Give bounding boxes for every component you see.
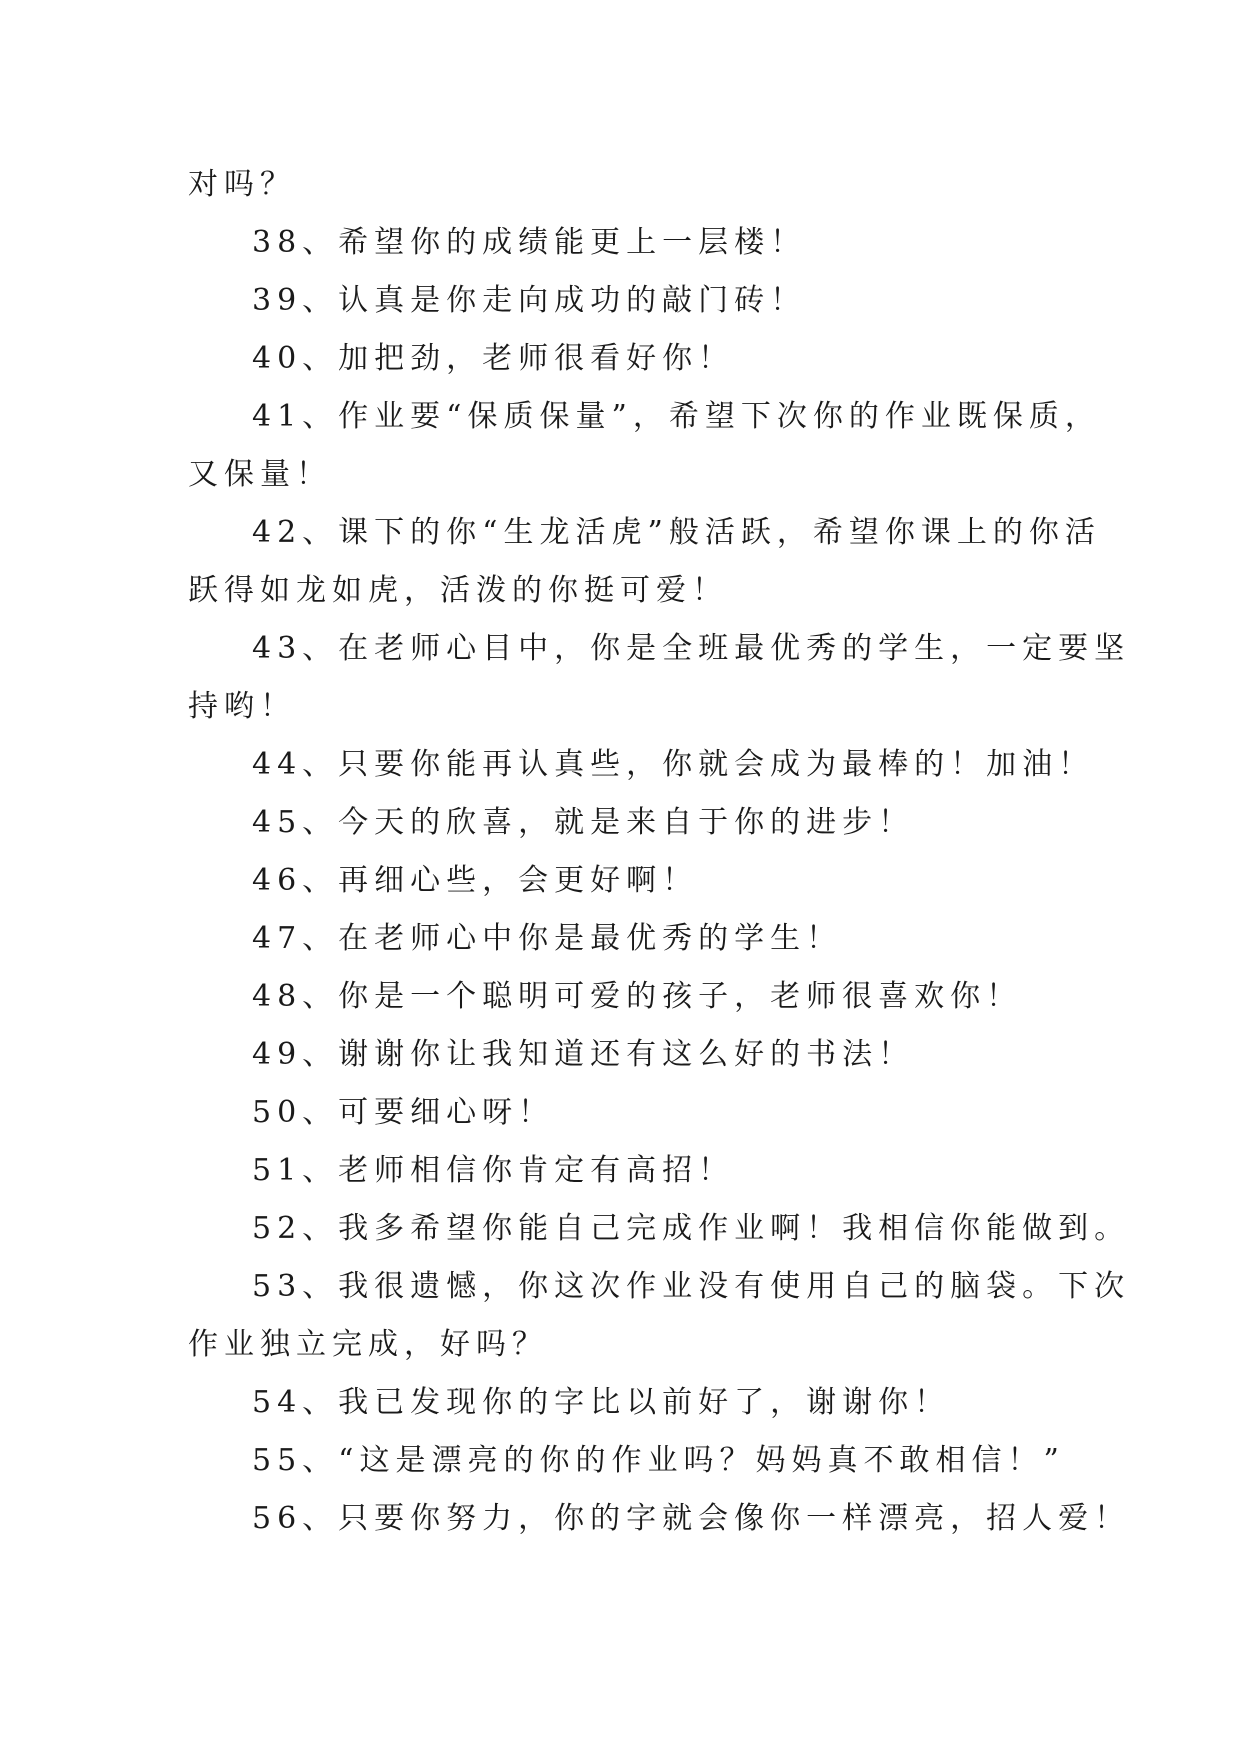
document-body: [188, 156, 1131, 1548]
paragraph-line: 54、我已发现你的字比以前好了，谢谢你！: [252, 1385, 951, 1420]
paragraph-line: 50、可要细心呀！: [252, 1095, 555, 1130]
paragraph-line: 40、加把劲，老师很看好你！: [252, 341, 735, 376]
paragraph-line: 51、老师相信你肯定有高招！: [252, 1153, 735, 1188]
continuation-line: 对吗？: [188, 167, 296, 202]
paragraph-line: 46、再细心些，会更好啊！: [252, 863, 699, 898]
continuation-line: 持哟！: [188, 689, 296, 724]
paragraph-line: 41、作业要“保质保量”，希望下次你的作业既保质，: [252, 399, 1101, 434]
paragraph-line: 56、只要你努力，你的字就会像你一样漂亮，招人爱！: [252, 1501, 1131, 1536]
continuation-line: 作业独立完成，好吗？: [188, 1327, 548, 1362]
paragraph-line: 45、今天的欣喜，就是来自于你的进步！: [252, 805, 915, 840]
continuation-line: 又保量！: [188, 457, 332, 492]
paragraph-line: 44、只要你能再认真些，你就会成为最棒的！加油！: [252, 747, 1095, 782]
paragraph-line: 42、课下的你“生龙活虎”般活跃，希望你课上的你活: [252, 515, 1101, 550]
paragraph-line: 47、在老师心中你是最优秀的学生！: [252, 921, 843, 956]
paragraph-line: 48、你是一个聪明可爱的孩子，老师很喜欢你！: [252, 979, 1023, 1014]
paragraph-line: 55、“这是漂亮的你的作业吗？妈妈真不敢相信！”: [252, 1443, 1065, 1478]
paragraph-line: 43、在老师心目中，你是全班最优秀的学生，一定要坚: [252, 631, 1131, 666]
paragraph-line: 52、我多希望你能自己完成作业啊！我相信你能做到。: [252, 1211, 1131, 1246]
paragraph-line: 39、认真是你走向成功的敲门砖！: [252, 283, 807, 318]
paragraph-line: 53、我很遗憾，你这次作业没有使用自己的脑袋。下次: [252, 1269, 1131, 1304]
paragraph-line: 38、希望你的成绩能更上一层楼！: [252, 225, 807, 260]
continuation-line: 跃得如龙如虎，活泼的你挺可爱！: [188, 573, 728, 608]
paragraph-line: 49、谢谢你让我知道还有这么好的书法！: [252, 1037, 915, 1072]
